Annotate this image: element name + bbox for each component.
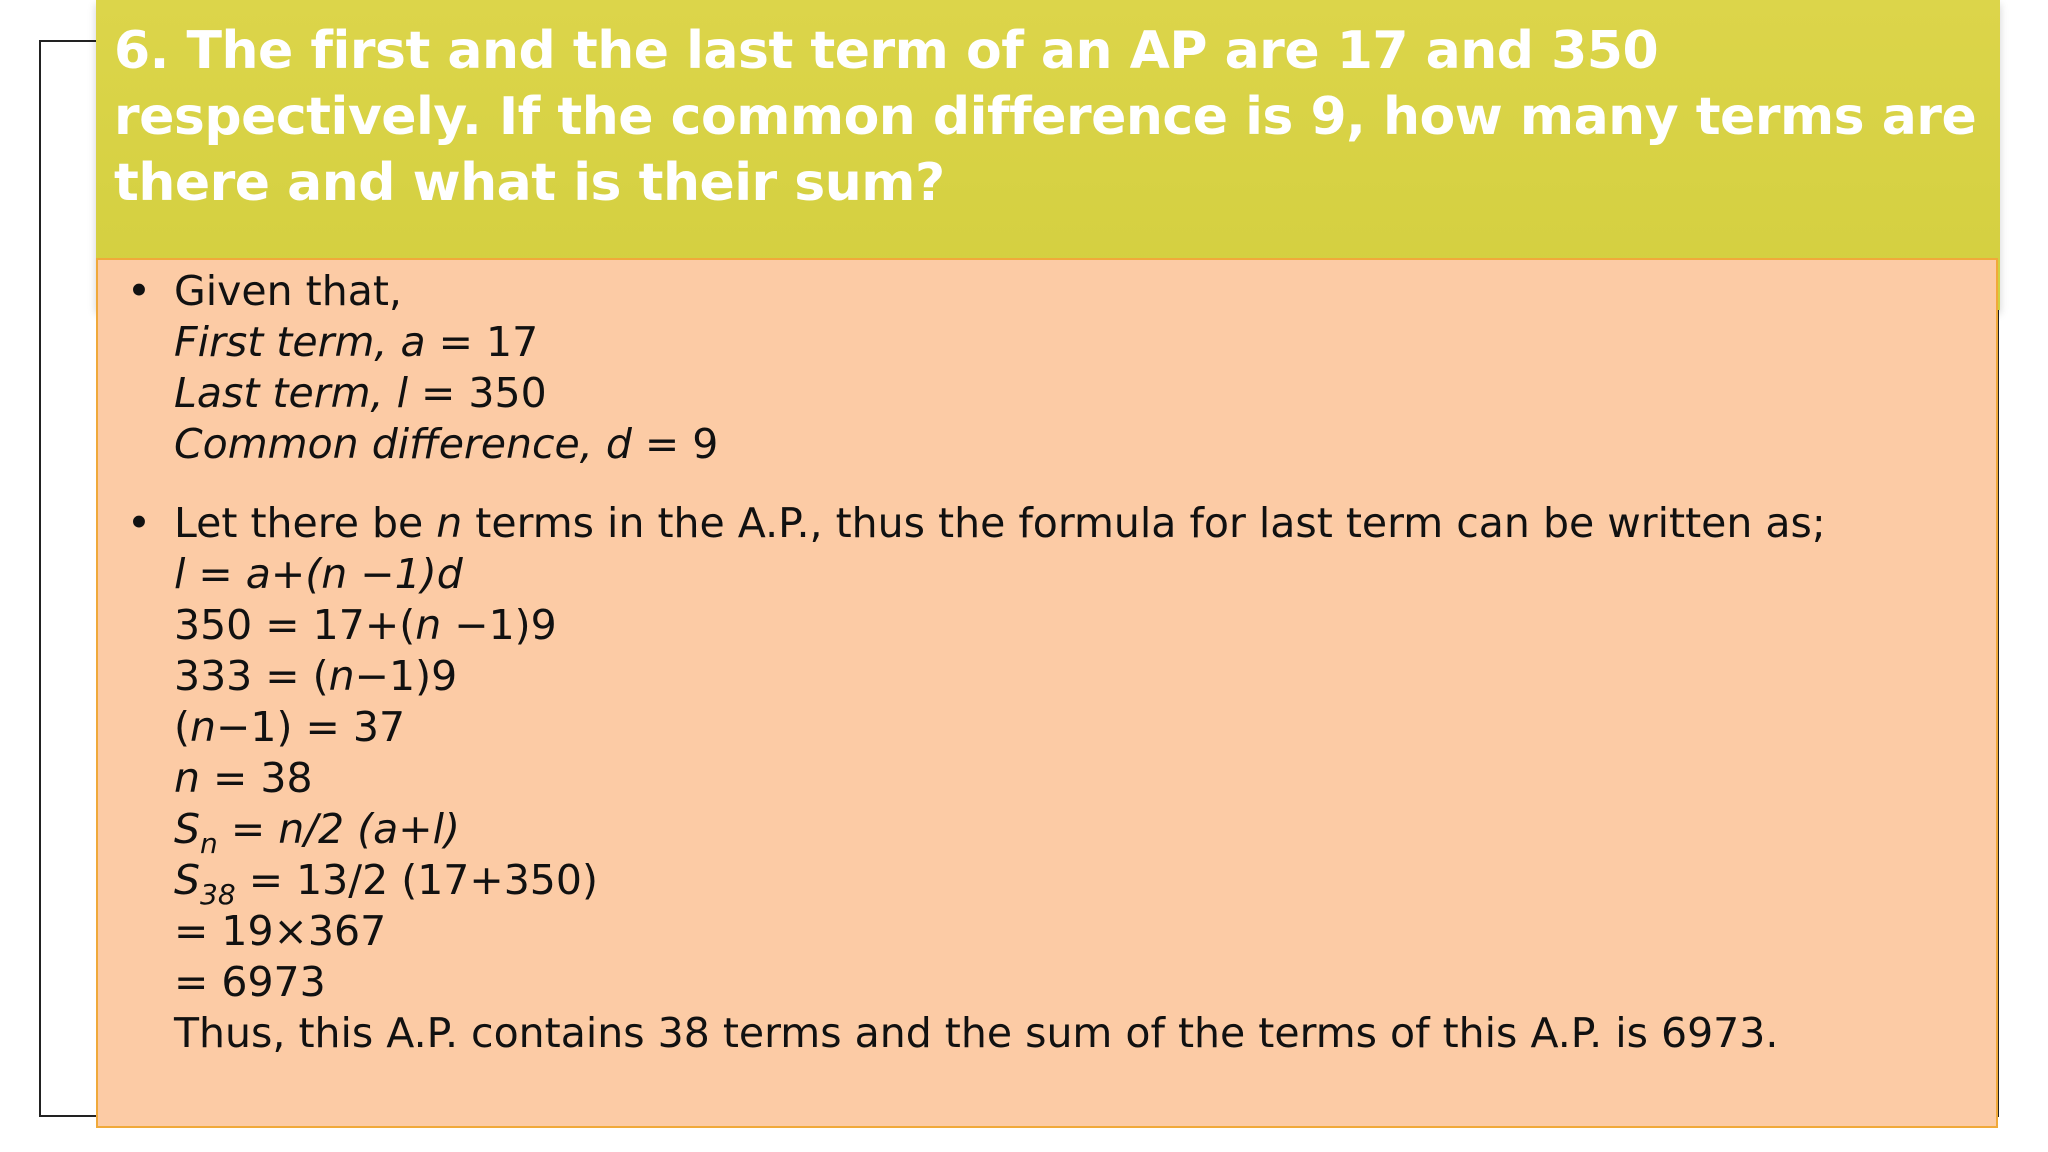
- first-term-line: [174, 317, 1976, 368]
- solution-intro: [174, 498, 1976, 549]
- variable-s: S: [174, 805, 201, 853]
- given-intro: Given that,: [174, 267, 402, 315]
- solution-intro-text: Let there be: [174, 499, 437, 547]
- variable-n: n: [174, 754, 200, 802]
- slide-title: 6. The first and the last term of an AP are 17 and 350 respectively. If the common difference is 9, how many terms are there and what is their sum?: [114, 21, 1977, 213]
- first-term-value: = 17: [425, 318, 539, 366]
- equation-part: 333 = (: [174, 652, 329, 700]
- bullet-marker: •: [126, 499, 152, 547]
- equation-last-term-formula: l = a+(n −1)d: [174, 550, 463, 598]
- first-term-label: First term, a: [174, 318, 426, 366]
- equation-part: = n/2 (a+l): [217, 805, 460, 853]
- equation-part: 350 = 17+(: [174, 601, 416, 649]
- conclusion-text: Thus, this A.P. contains 38 terms and the sum of the terms of this A.P. is 6973.: [174, 1009, 1779, 1057]
- variable-n: n: [415, 601, 442, 649]
- solution-intro-text: terms in the A.P., thus the formula for last term can be written as;: [462, 499, 1826, 547]
- subscript: n: [200, 827, 218, 860]
- equation-simplify: [174, 651, 1976, 702]
- variable-s: S: [174, 856, 201, 904]
- last-term-label: Last term, l: [174, 369, 408, 417]
- equation-part: = 13/2 (17+350): [235, 856, 598, 904]
- equation-substitution: [174, 600, 1976, 651]
- equation-part: −1)9: [441, 601, 557, 649]
- bullet-given: [124, 266, 1976, 470]
- common-difference-label: Common difference, d: [174, 420, 632, 468]
- bullet-solution: [124, 498, 1976, 1059]
- subscript: 38: [200, 878, 236, 911]
- common-difference-line: [174, 419, 1976, 470]
- equation-sum-formula: [174, 804, 1976, 860]
- equation-part: = 38: [200, 754, 313, 802]
- last-term-value: = 350: [408, 369, 547, 417]
- bullet-marker: •: [126, 267, 152, 315]
- variable-n: n: [190, 703, 216, 751]
- equation-part: −1)9: [354, 652, 458, 700]
- equation-part: (: [174, 703, 190, 751]
- equation-sum-substitution: [174, 855, 1976, 911]
- variable-n: n: [436, 499, 463, 547]
- equation-sum-result: = 6973: [174, 958, 326, 1006]
- equation-part: −1) = 37: [216, 703, 406, 751]
- common-difference-value: = 9: [631, 420, 719, 468]
- last-term-line: [174, 368, 1976, 419]
- equation-divide: [174, 702, 1976, 753]
- variable-n: n: [328, 652, 355, 700]
- equation-product: = 19×367: [174, 907, 387, 955]
- content-box: [96, 258, 1998, 1128]
- equation-n-result: [174, 753, 1976, 804]
